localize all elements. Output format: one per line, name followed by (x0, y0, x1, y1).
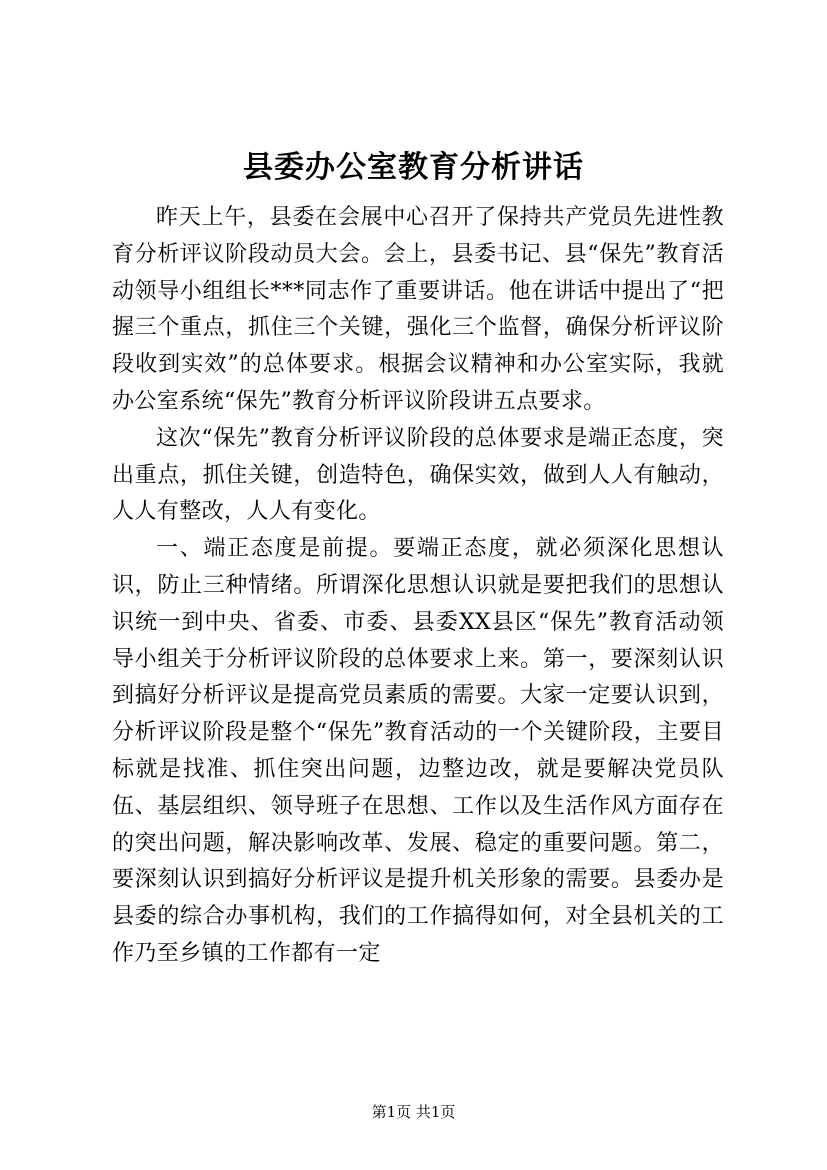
paragraph-2: 这次“保先”教育分析评议阶段的总体要求是端正态度，突出重点，抓住关键，创造特色，确保实效，做到人人有触动，人人有整改，人人有变化。 (112, 425, 724, 525)
page-footer: 第1页 共1页 (371, 1103, 456, 1121)
paragraph-1: 昨天上午，县委在会展中心召开了保持共产党员先进性教育分析评议阶段动员大会。会上，县委书记、县“保先”教育活动领导小组组长***同志作了重要讲话。他在讲话中提出了“把握三个重点，抓住三个关键，强化三个监督，确保分析评议阶段收到实效”的总体要求。根据会议精神和办公室实际，我就办公室系统“保先”教育分析评议阶段讲五点要求。 (112, 205, 724, 414)
document-title: 县委办公室教育分析讲话 (243, 150, 584, 185)
document-body (112, 200, 724, 973)
paragraph-3: 一、端正态度是前提。要端正态度，就必须深化思想认识，防止三种情绪。所谓深化思想认识就是要把我们的思想认识统一到中央、省委、市委、县委XX县区“保先”教育活动领导小组关于分析评议阶段的总体要求上来。第一，要深刻认识到搞好分析评议是提高党员素质的需要。大家一定要认识到，分析评议阶段是整个“保先”教育活动的一个关键阶段，主要目标就是找准、抓住突出问题，边整边改，就是要解决党员队伍、基层组织、领导班子在思想、工作以及生活作风方面存在的突出问题，解决影响改革、发展、稳定的重要问题。第二，要深刻认识到搞好分析评议是提升机关形象的需要。县委办是县委的综合办事机构，我们的工作搞得如何，对全县机关的工作乃至乡镇的工作都有一定 (112, 536, 724, 966)
